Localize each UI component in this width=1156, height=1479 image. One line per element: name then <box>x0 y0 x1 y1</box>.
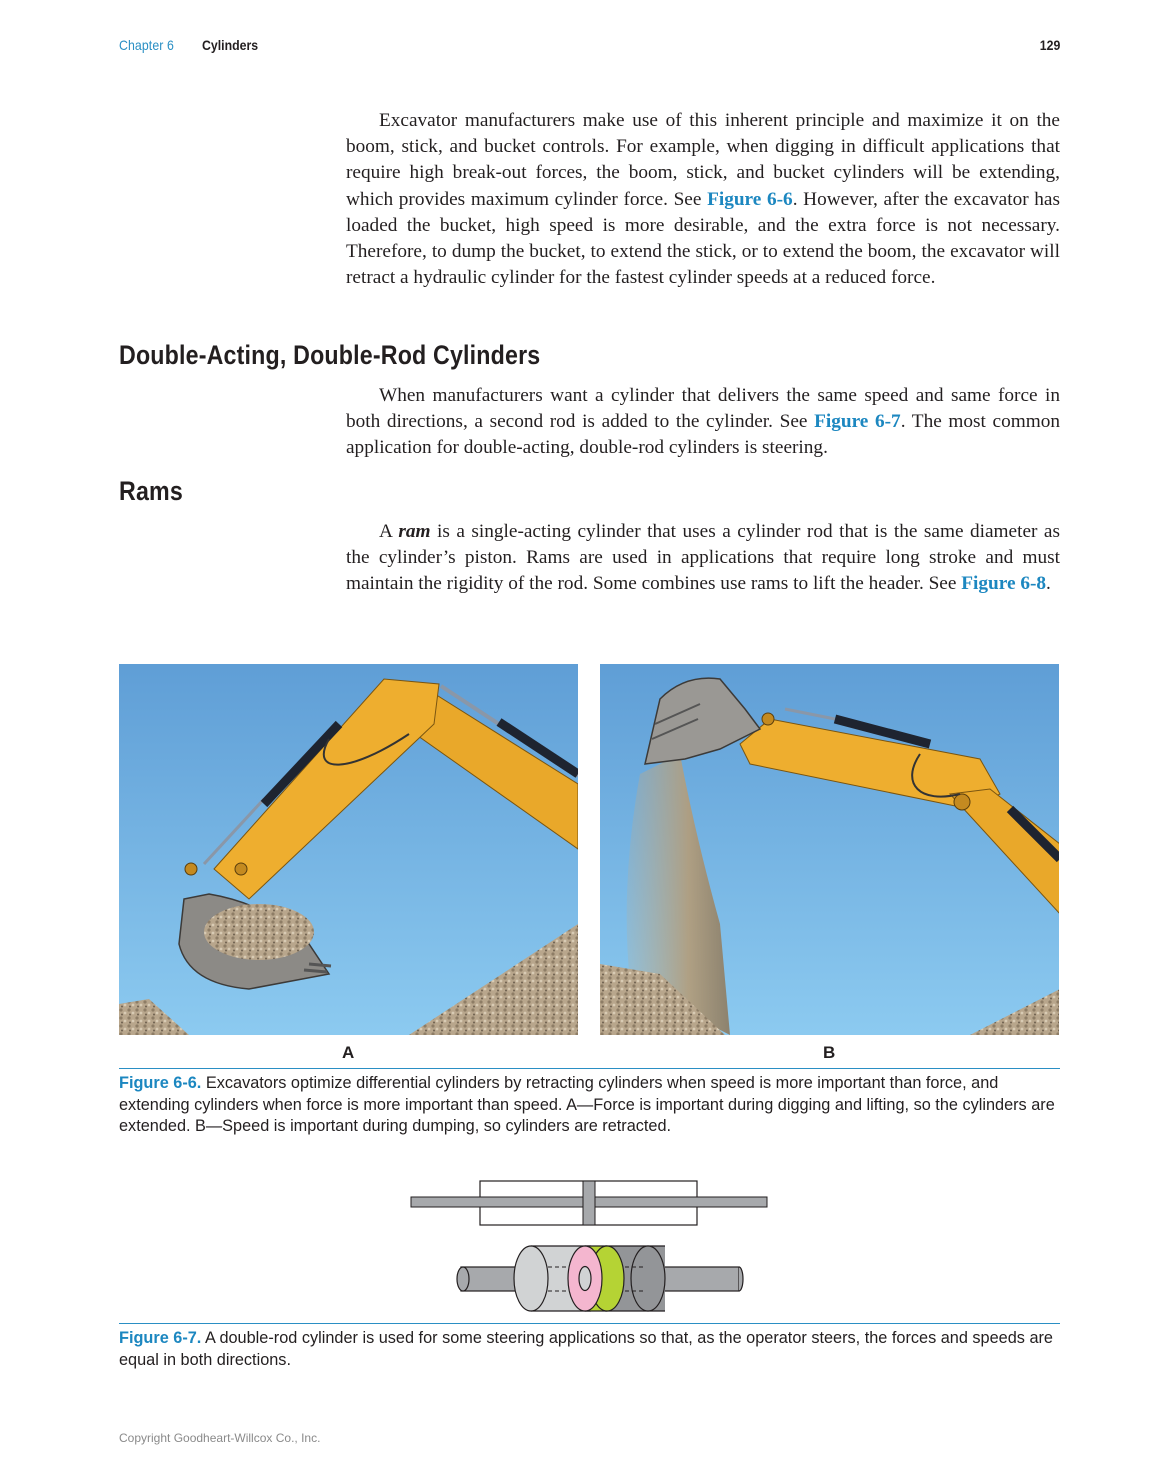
double-rod-text-1: When manufacturers want a cylinder that delivers the same speed and same force in both directions, a second rod is added to the cylinder. See <box>346 385 1060 433</box>
running-header-chapter: Chapter 6 <box>119 37 174 53</box>
rams-text-1: is a single-acting cylinder that uses a cylinder rod that is the same diameter as the cylinder’s piston. Rams are used in applications that require long stroke and must maintain the rigidity of the rod. Some combines use rams to lift the header. See <box>346 521 1060 595</box>
rams-text-2: . <box>1046 573 1051 595</box>
rams-text-0: A <box>379 521 399 542</box>
figure-6-7-link[interactable]: Figure 6-7 <box>814 411 901 433</box>
figure-6-6-label-a: A <box>342 1043 355 1062</box>
figure-6-6-caption <box>119 1073 1069 1138</box>
figure-6-8-link[interactable]: Figure 6-8 <box>961 573 1047 595</box>
intro-paragraph <box>346 108 1060 291</box>
double-rod-paragraph <box>346 383 1060 462</box>
figure-6-6-photo-a <box>119 664 578 1035</box>
figure-6-7-caption-text: A double-rod cylinder is used for some steering applications so that, as the operator steers, the forces and speeds are equal in both directions. <box>119 1329 1053 1369</box>
intro-text-1: Excavator manufacturers make use of this inherent principle and maximize it on the boom, stick, and bucket controls. For example, when digging in difficult applications that require high break-out forces, the boom, stick, and bucket cylinders will be extending, which provides maximum cylinder force. See <box>346 110 1060 210</box>
figure-6-6-label-b: B <box>823 1043 836 1062</box>
section-heading-double-rod: Double-Acting, Double-Rod Cylinders <box>119 340 541 370</box>
figure-6-6-caption-text: Excavators optimize differential cylinders by retracting cylinders when speed is more important than force, and extending cylinders when force is more important than speed. A—Force is important during digging and lifting, so the cylinders are extended. B—Speed is important during dumping, so cylinders are retracted. <box>119 1074 1055 1135</box>
double-rod-text-2: . The most common application for double-acting, double-rod cylinders is steering. <box>346 411 1060 459</box>
rams-paragraph <box>346 519 1060 598</box>
page-number: 129 <box>1039 37 1060 53</box>
figure-6-7-caption <box>119 1328 1069 1371</box>
term-ram: ram <box>398 521 431 542</box>
figure-6-6-caption-label: Figure 6-6. <box>119 1074 202 1092</box>
section-heading-rams: Rams <box>119 476 183 506</box>
figure-6-7-caption-rule <box>119 1323 1060 1324</box>
intro-text-2: . However, after the excavator has loaded the bucket, high speed is more desirable, and the extra force is not necessary. Therefore, to dump the bucket, to extend the stick, or to extend the boom, the excavator will retract a hydraulic cylinder for the fastest cylinder speeds at a reduced force. <box>346 188 1060 289</box>
copyright-footer: Copyright Goodheart-Willcox Co., Inc. <box>119 1431 321 1445</box>
figure-6-7-diagram <box>405 1175 775 1320</box>
figure-6-6-link[interactable]: Figure 6-6 <box>707 188 793 210</box>
figure-6-7-caption-label: Figure 6-7. <box>119 1329 202 1347</box>
running-header-title: Cylinders <box>202 37 259 53</box>
figure-6-6-photo-b <box>600 664 1059 1035</box>
figure-6-6-caption-rule <box>119 1068 1060 1069</box>
